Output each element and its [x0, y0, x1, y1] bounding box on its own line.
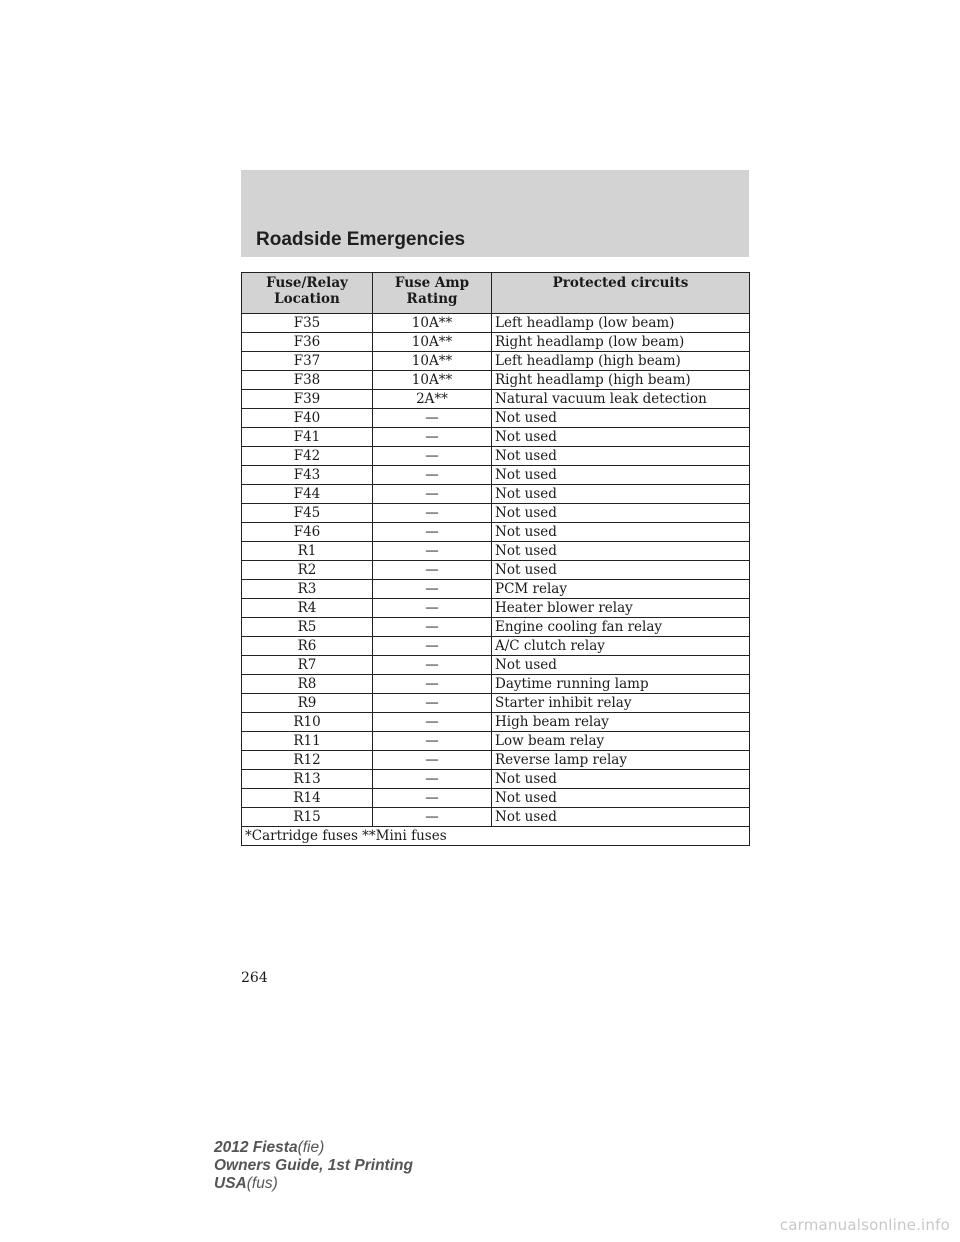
protected-circuit-cell: Heater blower relay: [492, 599, 750, 618]
footer-line-edition: [214, 1157, 413, 1175]
table-row: [242, 618, 750, 637]
fuse-amp-cell: 10A**: [373, 314, 492, 333]
fuse-amp-cell: —: [373, 770, 492, 789]
table-row: [242, 485, 750, 504]
fuse-amp-cell: —: [373, 561, 492, 580]
table-row: [242, 656, 750, 675]
protected-circuit-cell: Right headlamp (low beam): [492, 333, 750, 352]
fuse-location-cell: F45: [242, 504, 373, 523]
column-header-protected-circuits: Protected circuits: [492, 273, 750, 314]
protected-circuit-cell: High beam relay: [492, 713, 750, 732]
table-row: [242, 751, 750, 770]
page-number: 264: [241, 970, 268, 986]
fuse-location-cell: R11: [242, 732, 373, 751]
fuse-amp-cell: 10A**: [373, 333, 492, 352]
footer-line-market: [214, 1175, 413, 1193]
fuse-amp-cell: —: [373, 751, 492, 770]
fuse-amp-cell: —: [373, 485, 492, 504]
fuse-location-cell: F40: [242, 409, 373, 428]
fuse-amp-cell: —: [373, 637, 492, 656]
column-header-amp-rating: Fuse Amp Rating: [373, 273, 492, 314]
fuse-amp-cell: —: [373, 599, 492, 618]
protected-circuit-cell: Not used: [492, 447, 750, 466]
fuse-location-cell: R15: [242, 808, 373, 827]
table-row: [242, 504, 750, 523]
fuse-location-cell: R2: [242, 561, 373, 580]
fuse-amp-cell: —: [373, 542, 492, 561]
document-footer: [214, 1139, 413, 1193]
fuse-location-cell: R10: [242, 713, 373, 732]
fuse-location-cell: F46: [242, 523, 373, 542]
fuse-location-cell: R13: [242, 770, 373, 789]
fuse-amp-cell: 10A**: [373, 371, 492, 390]
protected-circuit-cell: Starter inhibit relay: [492, 694, 750, 713]
table-row: [242, 352, 750, 371]
table-row: [242, 314, 750, 333]
fuse-location-cell: R8: [242, 675, 373, 694]
fuse-location-cell: F44: [242, 485, 373, 504]
table-row: [242, 789, 750, 808]
protected-circuit-cell: PCM relay: [492, 580, 750, 599]
table-row: [242, 523, 750, 542]
fuse-location-cell: F43: [242, 466, 373, 485]
fuse-location-cell: R1: [242, 542, 373, 561]
protected-circuit-cell: Reverse lamp relay: [492, 751, 750, 770]
fuse-location-cell: R9: [242, 694, 373, 713]
fuse-amp-cell: 10A**: [373, 352, 492, 371]
protected-circuit-cell: Not used: [492, 504, 750, 523]
fuse-amp-cell: —: [373, 523, 492, 542]
table-row: [242, 466, 750, 485]
table-row: [242, 371, 750, 390]
fuse-location-cell: R5: [242, 618, 373, 637]
fuse-amp-cell: —: [373, 675, 492, 694]
protected-circuit-cell: A/C clutch relay: [492, 637, 750, 656]
watermark: carmanualsonline.info: [779, 1216, 950, 1234]
fuse-location-cell: F35: [242, 314, 373, 333]
protected-circuit-cell: Engine cooling fan relay: [492, 618, 750, 637]
table-row: [242, 447, 750, 466]
table-footnote: *Cartridge fuses **Mini fuses: [242, 827, 750, 846]
table-footnote-row: [242, 827, 750, 846]
column-header-location: Fuse/Relay Location: [242, 273, 373, 314]
table-row: [242, 333, 750, 352]
protected-circuit-cell: Not used: [492, 770, 750, 789]
fuse-amp-cell: 2A**: [373, 390, 492, 409]
table-row: [242, 390, 750, 409]
fuse-location-cell: F42: [242, 447, 373, 466]
protected-circuit-cell: Low beam relay: [492, 732, 750, 751]
protected-circuit-cell: Not used: [492, 808, 750, 827]
protected-circuit-cell: Not used: [492, 466, 750, 485]
protected-circuit-cell: Not used: [492, 523, 750, 542]
protected-circuit-cell: Not used: [492, 485, 750, 504]
fuse-amp-cell: —: [373, 713, 492, 732]
fuse-amp-cell: —: [373, 580, 492, 599]
fuse-location-cell: F41: [242, 428, 373, 447]
protected-circuit-cell: Not used: [492, 789, 750, 808]
table-row: [242, 409, 750, 428]
protected-circuit-cell: Not used: [492, 428, 750, 447]
fuse-location-cell: F38: [242, 371, 373, 390]
table-row: [242, 599, 750, 618]
table-row: [242, 580, 750, 599]
fuse-location-cell: F39: [242, 390, 373, 409]
footer-edition: Owners Guide, 1st Printing: [214, 1157, 413, 1174]
fuse-location-cell: R12: [242, 751, 373, 770]
protected-circuit-cell: Natural vacuum leak detection: [492, 390, 750, 409]
fuse-amp-cell: —: [373, 466, 492, 485]
footer-model-code: (fie): [297, 1139, 325, 1156]
table-row: [242, 694, 750, 713]
footer-model: 2012 Fiesta: [214, 1139, 298, 1156]
fuse-amp-cell: —: [373, 428, 492, 447]
protected-circuit-cell: Right headlamp (high beam): [492, 371, 750, 390]
fuse-location-cell: R7: [242, 656, 373, 675]
table-row: [242, 675, 750, 694]
fuse-location-cell: R3: [242, 580, 373, 599]
fuse-location-cell: F36: [242, 333, 373, 352]
fuse-location-cell: R14: [242, 789, 373, 808]
fuse-amp-cell: —: [373, 447, 492, 466]
fuse-amp-cell: —: [373, 694, 492, 713]
protected-circuit-cell: Left headlamp (high beam): [492, 352, 750, 371]
fuse-location-cell: R4: [242, 599, 373, 618]
protected-circuit-cell: Left headlamp (low beam): [492, 314, 750, 333]
table-row: [242, 808, 750, 827]
fuse-amp-cell: —: [373, 732, 492, 751]
fuse-amp-cell: —: [373, 618, 492, 637]
protected-circuit-cell: Not used: [492, 656, 750, 675]
fuse-amp-cell: —: [373, 656, 492, 675]
table-row: [242, 732, 750, 751]
protected-circuit-cell: Not used: [492, 409, 750, 428]
fuse-location-cell: R6: [242, 637, 373, 656]
footer-market: USA: [214, 1175, 247, 1192]
section-header-band: [241, 170, 749, 257]
fuse-amp-cell: —: [373, 808, 492, 827]
table-row: [242, 561, 750, 580]
table-row: [242, 637, 750, 656]
table-header-row: [242, 273, 750, 314]
fuse-location-cell: F37: [242, 352, 373, 371]
protected-circuit-cell: Daytime running lamp: [492, 675, 750, 694]
table-row: [242, 542, 750, 561]
fuse-amp-cell: —: [373, 504, 492, 523]
footer-line-model: [214, 1139, 413, 1157]
protected-circuit-cell: Not used: [492, 561, 750, 580]
fuse-relay-table: [241, 272, 750, 846]
section-title: Roadside Emergencies: [256, 229, 466, 250]
table-row: [242, 770, 750, 789]
footer-market-code: (fus): [246, 1175, 278, 1192]
protected-circuit-cell: Not used: [492, 542, 750, 561]
table-row: [242, 713, 750, 732]
fuse-amp-cell: —: [373, 409, 492, 428]
fuse-amp-cell: —: [373, 789, 492, 808]
table-row: [242, 428, 750, 447]
